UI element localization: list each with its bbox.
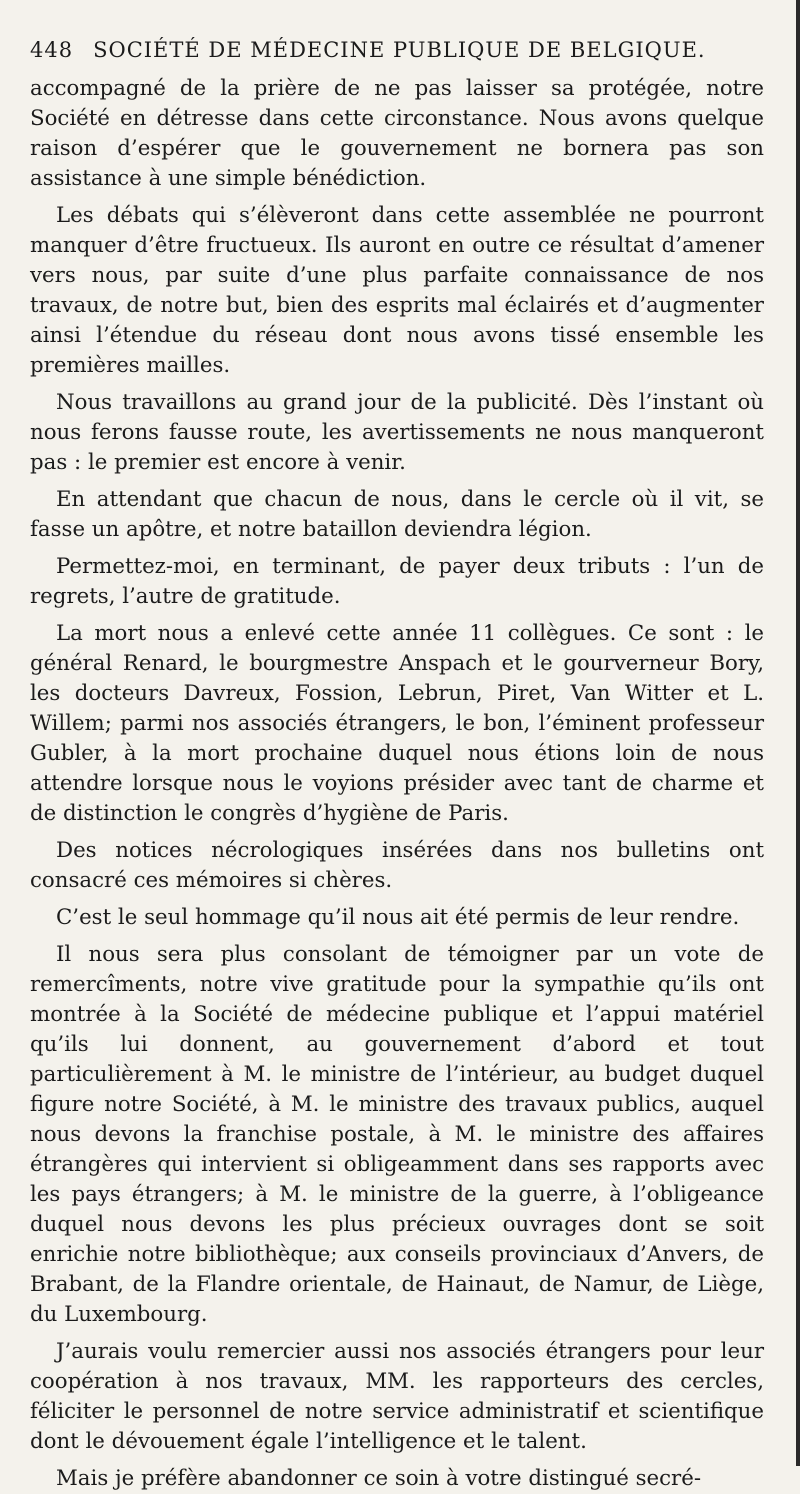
paragraph: La mort nous a enlevé cette année 11 collègues. Ce sont : le général Renard, le bourgmestre Anspach et le gourverneur Bory, les docteurs Davreux, Fossion, Lebrun, Piret, Van Witter et L. Willem; parmi nos associés étrangers, le bon, l’éminent professeur Gubler, à la mort prochaine duquel nous étions loin de nous attendre lorsque nous le voyions présider avec tant de charme et de distinction le congrès d’hygiène de Paris. [30,621,764,826]
paragraph: Mais je préfère abandonner ce soin à votre distingué secré- [56,1466,702,1491]
page-number: 448 [30,38,74,62]
paragraph: Des notices nécrologiques insérées dans nos bulletins ont consacré ces mémoires si chères. [30,838,764,893]
paragraph: J’aurais voulu remercier aussi nos associés étrangers pour leur coopération à nos travaux, MM. les rapporteurs des cercles, féliciter le personnel de notre service administratif et scientifique dont le dévouement égale l’intelligence et le talent. [30,1339,764,1454]
paragraph: Il nous sera plus consolant de témoigner par un vote de remercîments, notre vive gratitude pour la sympathie qu’ils ont montrée à la Société de médecine publique et l’appui matériel qu’ils lui donnent, au gouvernement d’abord et tout particulièrement à M. le ministre de l’intérieur, au budget duquel figure notre Société, à M. le ministre des travaux publics, auquel nous devons la franchise postale, à M. le ministre des affaires étrangères qui intervient si obligeamment dans ses rapports avec les pays étrangers; à M. le ministre de la guerre, à l’obligeance duquel nous devons les plus précieux ouvrages dont se soit enrichie notre bibliothèque; aux conseils provinciaux d’Anvers, de Brabant, de la Flandre orientale, de Hainaut, de Namur, de Liège, du Luxembourg. [30,942,764,1327]
paragraph: Nous travaillons au grand jour de la publicité. Dès l’instant où nous ferons fausse route, les avertissements ne nous manqueront pas : le premier est encore à venir. [30,390,764,475]
page-edge-shadow [796,0,800,1466]
running-title: SOCIÉTÉ DE MÉDECINE PUBLIQUE DE BELGIQUE. [93,38,706,62]
page-header [30,38,764,62]
body-text [30,74,764,1494]
paragraph: Les débats qui s’élèveront dans cette assemblée ne pourront manquer d’être fructueux. Ils auront en outre ce résultat d’amener vers nous, par suite d’une plus parfaite connaissance de nos travaux, de notre but, bien des esprits mal éclairés et d’augmenter ainsi l’étendue du réseau dont nous avons tissé ensemble les premières mailles. [30,203,764,378]
paragraph: En attendant que chacun de nous, dans le cercle où il vit, se fasse un apôtre, et notre bataillon deviendra légion. [30,487,764,542]
paragraph-continued: accompagné de la prière de ne pas laisser sa protégée, notre Société en détresse dans cette circonstance. Nous avons quelque raison d’espérer que le gouvernement ne bornera pas son assistance à une simple bénédiction. [30,76,764,191]
paragraph: C’est le seul hommage qu’il nous ait été permis de leur rendre. [56,905,740,930]
paragraph: Permettez-moi, en terminant, de payer deux tributs : l’un de regrets, l’autre de gratitude. [30,554,764,609]
